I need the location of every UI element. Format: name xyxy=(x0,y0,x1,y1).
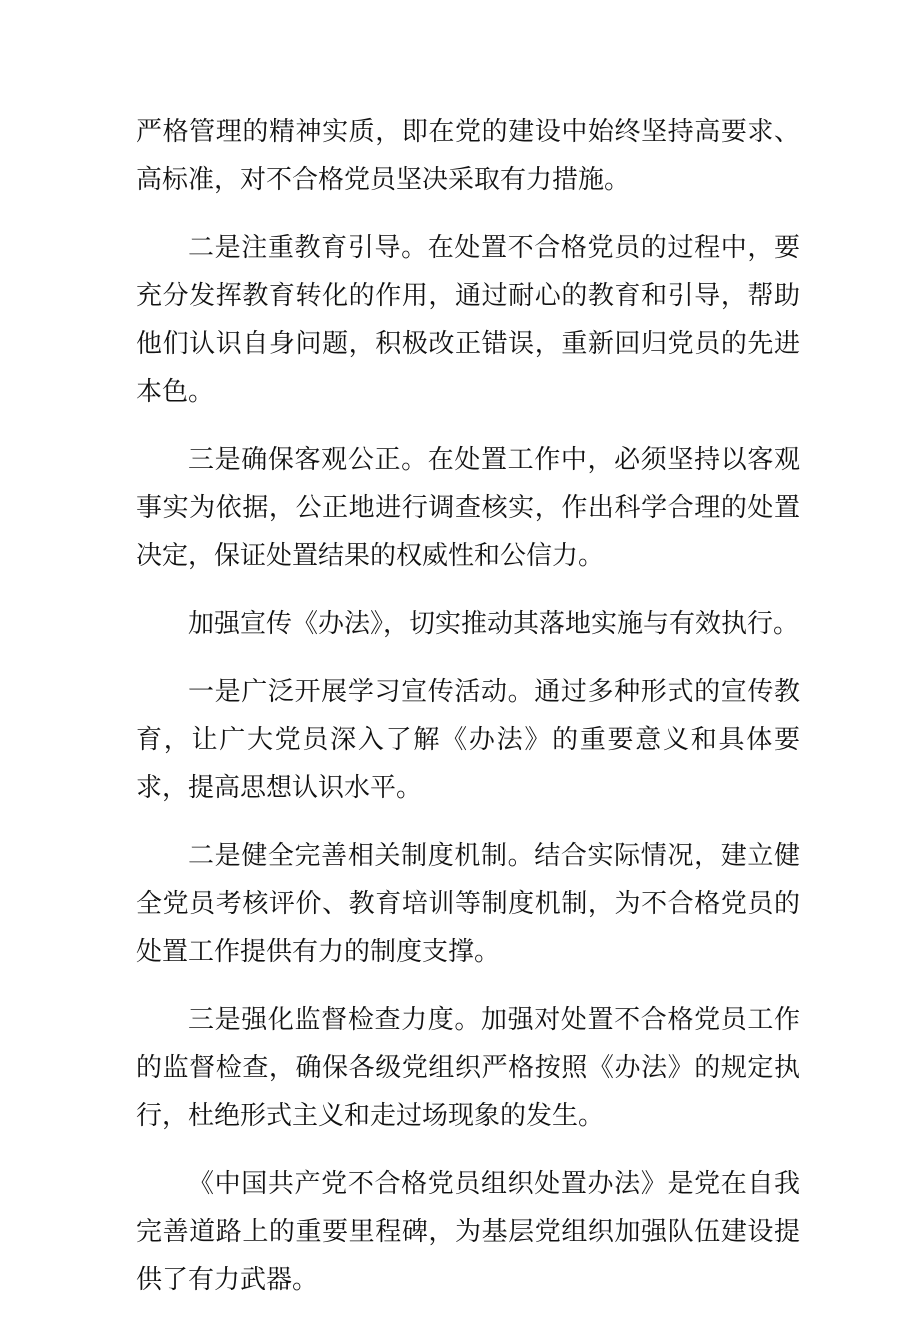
paragraph-study-publicity: 一是广泛开展学习宣传活动。通过多种形式的宣传教育，让广大党员深入了解《办法》的重要意义和具体要求，提高思想认识水平。 xyxy=(136,677,800,803)
paragraph-supervision: 三是强化监督检查力度。加强对处置不合格党员工作的监督检查，确保各级党组织严格按照《办法》的规定执行，杜绝形式主义和走过场现象的发生。 xyxy=(136,1005,800,1131)
paragraph-system-mechanism: 二是健全完善相关制度机制。结合实际情况，建立健全党员考核评价、教育培训等制度机制，为不合格党员的处置工作提供有力的制度支撑。 xyxy=(136,841,800,967)
document-body xyxy=(136,108,800,1324)
paragraph-conclusion: 《中国共产党不合格党员组织处置办法》是党在自我完善道路上的重要里程碑，为基层党组织加强队伍建设提供了有力武器。 xyxy=(136,1169,800,1295)
paragraph-publicity-heading: 加强宣传《办法》，切实推动其落地实施与有效执行。 xyxy=(188,609,800,639)
paragraph-education-guidance: 二是注重教育引导。在处置不合格党员的过程中，要充分发挥教育转化的作用，通过耐心的教育和引导，帮助他们认识自身问题，积极改正错误，重新回归党员的先进本色。 xyxy=(136,233,800,407)
paragraph-objective-fairness: 三是确保客观公正。在处置工作中，必须坚持以客观事实为依据，公正地进行调查核实，作出科学合理的处置决定，保证处置结果的权威性和公信力。 xyxy=(136,445,800,571)
paragraph-continuation: 严格管理的精神实质，即在党的建设中始终坚持高要求、高标准，对不合格党员坚决采取有力措施。 xyxy=(136,117,800,195)
